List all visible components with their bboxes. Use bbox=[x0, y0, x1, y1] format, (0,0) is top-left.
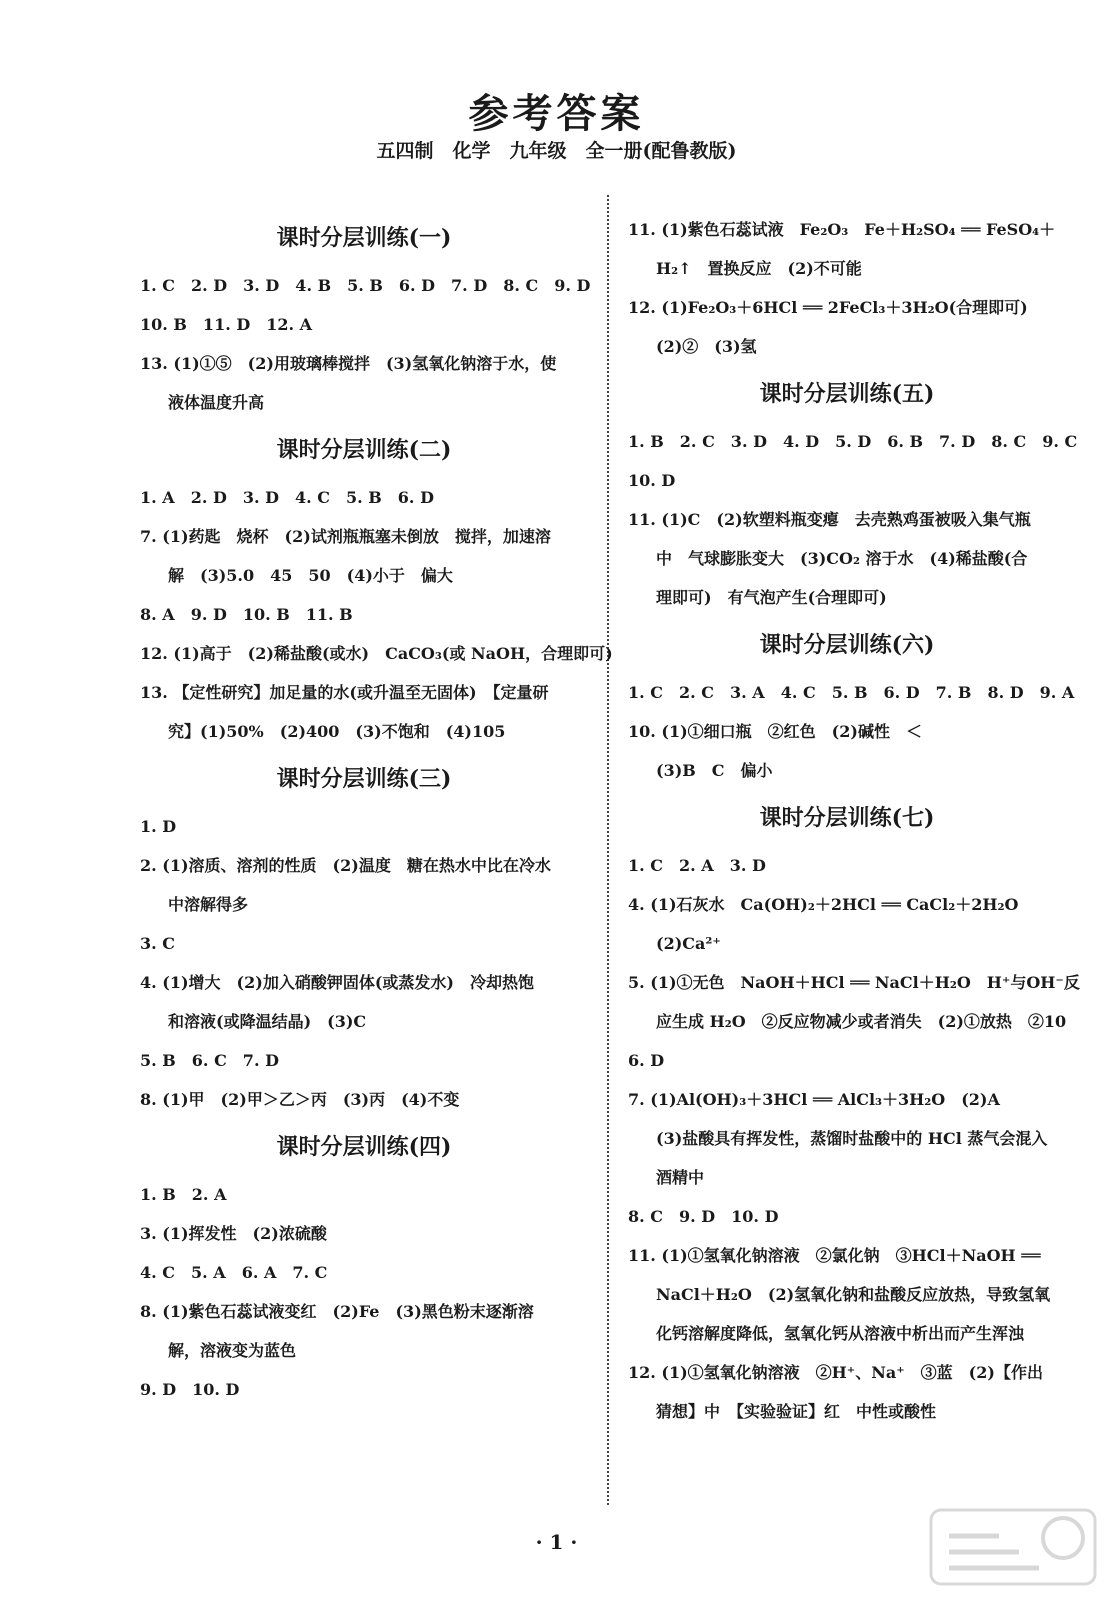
section-title: 课时分层训练(四) bbox=[276, 1134, 452, 1160]
page-number: · 1 · bbox=[535, 1530, 578, 1554]
page-title: 参考答案 bbox=[468, 90, 645, 137]
answer-line: 4. (1)增大 (2)加入硝酸钾固体(或蒸发水) 冷却热饱 bbox=[140, 973, 534, 992]
answer-line: 1. A 2. D 3. D 4. C 5. B 6. D bbox=[140, 488, 434, 507]
answer-line: 12. (1)①氢氧化钠溶液 ②H⁺、Na⁺ ③蓝 (2)【作出 bbox=[628, 1363, 1043, 1382]
answer-line: 12. (1)Fe₂O₃＋6HCl ══ 2FeCl₃＋3H₂O(合理即可) bbox=[628, 298, 1028, 317]
right-sections bbox=[628, 366, 1080, 1431]
answer-line: 1. C 2. D 3. D 4. B 5. B 6. D 7. D 8. C 9. D bbox=[140, 276, 591, 295]
section-title: 课时分层训练(六) bbox=[759, 632, 935, 658]
answer-line: 8. (1)紫色石蕊试液变红 (2)Fe (3)黑色粉末逐渐溶 bbox=[140, 1302, 534, 1321]
answer-line: 11. (1)C (2)软塑料瓶变瘪 去壳熟鸡蛋被吸入集气瓶 bbox=[628, 510, 1031, 529]
answer-line: 10. D bbox=[628, 471, 676, 490]
answer-line: 解 (3)5.0 45 50 (4)小于 偏大 bbox=[168, 566, 453, 585]
answer-line: 10. (1)①细口瓶 ②红色 (2)碱性 ＜ bbox=[628, 722, 922, 741]
answer-line: 究】(1)50% (2)400 (3)不饱和 (4)105 bbox=[168, 722, 506, 741]
answer-line: 13. (1)①⑤ (2)用玻璃棒搅拌 (3)氢氧化钠溶于水，使 bbox=[140, 354, 557, 373]
answer-line: 4. (1)石灰水 Ca(OH)₂＋2HCl ══ CaCl₂＋2H₂O bbox=[628, 895, 1019, 914]
answer-line: (3)B C 偏小 bbox=[656, 761, 773, 780]
answer-line: 12. (1)高于 (2)稀盐酸(或水) CaCO₃(或 NaOH，合理即可) bbox=[140, 644, 613, 663]
column-divider bbox=[607, 195, 609, 1505]
answer-section bbox=[628, 617, 1075, 790]
answer-line: 5. (1)①无色 NaOH＋HCl ══ NaCl＋H₂O H⁺与OH⁻反 bbox=[628, 973, 1080, 992]
answer-line: 1. C 2. A 3. D bbox=[628, 856, 766, 875]
answer-line: (3)盐酸具有挥发性，蒸馏时盐酸中的 HCl 蒸气会混入 bbox=[656, 1129, 1048, 1148]
page-subtitle: 五四制 化学 九年级 全一册(配鲁教版) bbox=[376, 140, 737, 162]
answer-section bbox=[628, 790, 1080, 1431]
answer-line: 10. B 11. D 12. A bbox=[140, 315, 313, 334]
section-title: 课时分层训练(一) bbox=[276, 225, 452, 251]
answer-line: 1. D bbox=[140, 817, 177, 836]
answer-line: 8. (1)甲 (2)甲＞乙＞丙 (3)丙 (4)不变 bbox=[140, 1090, 460, 1109]
answer-line: 1. C 2. C 3. A 4. C 5. B 6. D 7. B 8. D 9. A bbox=[628, 683, 1075, 702]
answer-line: (2)② (3)氢 bbox=[656, 337, 757, 356]
section-title: 课时分层训练(二) bbox=[276, 437, 452, 463]
answer-line: 解，溶液变为蓝色 bbox=[168, 1341, 297, 1360]
answer-line: 13. 【定性研究】加足量的水(或升温至无固体) 【定量研 bbox=[140, 683, 549, 702]
answer-line: 理即可) 有气泡产生(合理即可) bbox=[656, 588, 887, 607]
answer-line: 8. C 9. D 10. D bbox=[628, 1207, 779, 1226]
answer-line: 液体温度升高 bbox=[168, 393, 265, 412]
continued-answers bbox=[628, 210, 1066, 366]
answer-line: 和溶液(或降温结晶) (3)C bbox=[168, 1012, 367, 1031]
right-column bbox=[628, 210, 1080, 1431]
answer-line: 8. A 9. D 10. B 11. B bbox=[140, 605, 353, 624]
answer-section bbox=[140, 751, 588, 1119]
answer-line: 11. (1)①氢氧化钠溶液 ②氯化钠 ③HCl＋NaOH ══ bbox=[628, 1246, 1041, 1265]
answer-section bbox=[140, 1119, 588, 1409]
answer-line: 11. (1)紫色石蕊试液 Fe₂O₃ Fe＋H₂SO₄ ══ FeSO₄＋ bbox=[628, 220, 1056, 239]
answer-line: 4. C 5. A 6. A 7. C bbox=[140, 1263, 328, 1282]
answer-line: 2. (1)溶质、溶剂的性质 (2)温度 糖在热水中比在冷水 bbox=[140, 856, 551, 875]
answer-line: 3. C bbox=[140, 934, 176, 953]
answer-line: 3. (1)挥发性 (2)浓硫酸 bbox=[140, 1224, 327, 1243]
answer-section bbox=[140, 210, 591, 422]
answer-line: 化钙溶解度降低，氢氧化钙从溶液中析出而产生浑浊 bbox=[656, 1324, 1025, 1343]
answer-line: 应生成 H₂O ②反应物减少或者消失 (2)①放热 ②10 bbox=[656, 1012, 1067, 1031]
answer-line: NaCl＋H₂O (2)氢氧化钠和盐酸反应放热，导致氢氧 bbox=[656, 1285, 1051, 1304]
answer-line: 中 气球膨胀变大 (3)CO₂ 溶于水 (4)稀盐酸(合 bbox=[656, 549, 1028, 568]
answer-line: 1. B 2. A bbox=[140, 1185, 227, 1204]
left-column bbox=[140, 210, 613, 1409]
section-title: 课时分层训练(三) bbox=[276, 766, 452, 792]
answer-line: 中溶解得多 bbox=[168, 895, 249, 914]
answer-section bbox=[140, 422, 613, 751]
answer-line: 6. D bbox=[628, 1051, 665, 1070]
answer-line: 7. (1)药匙 烧杯 (2)试剂瓶瓶塞未倒放 搅拌，加速溶 bbox=[140, 527, 551, 546]
answer-line: 5. B 6. C 7. D bbox=[140, 1051, 279, 1070]
answer-line: 1. B 2. C 3. D 4. D 5. D 6. B 7. D 8. C 9. C bbox=[628, 432, 1078, 451]
section-title: 课时分层训练(七) bbox=[759, 805, 935, 831]
answer-line: (2)Ca²⁺ bbox=[656, 934, 721, 953]
answer-line: 猜想】中 【实验验证】红 中性或酸性 bbox=[656, 1402, 937, 1421]
answer-line: 酒精中 bbox=[656, 1168, 705, 1187]
answer-line: H₂↑ 置换反应 (2)不可能 bbox=[656, 259, 862, 278]
answer-section bbox=[628, 366, 1078, 617]
answer-line: 7. (1)Al(OH)₃＋3HCl ══ AlCl₃＋3H₂O (2)A bbox=[628, 1090, 1000, 1109]
answer-line: 9. D 10. D bbox=[140, 1380, 240, 1399]
section-title: 课时分层训练(五) bbox=[759, 381, 935, 407]
